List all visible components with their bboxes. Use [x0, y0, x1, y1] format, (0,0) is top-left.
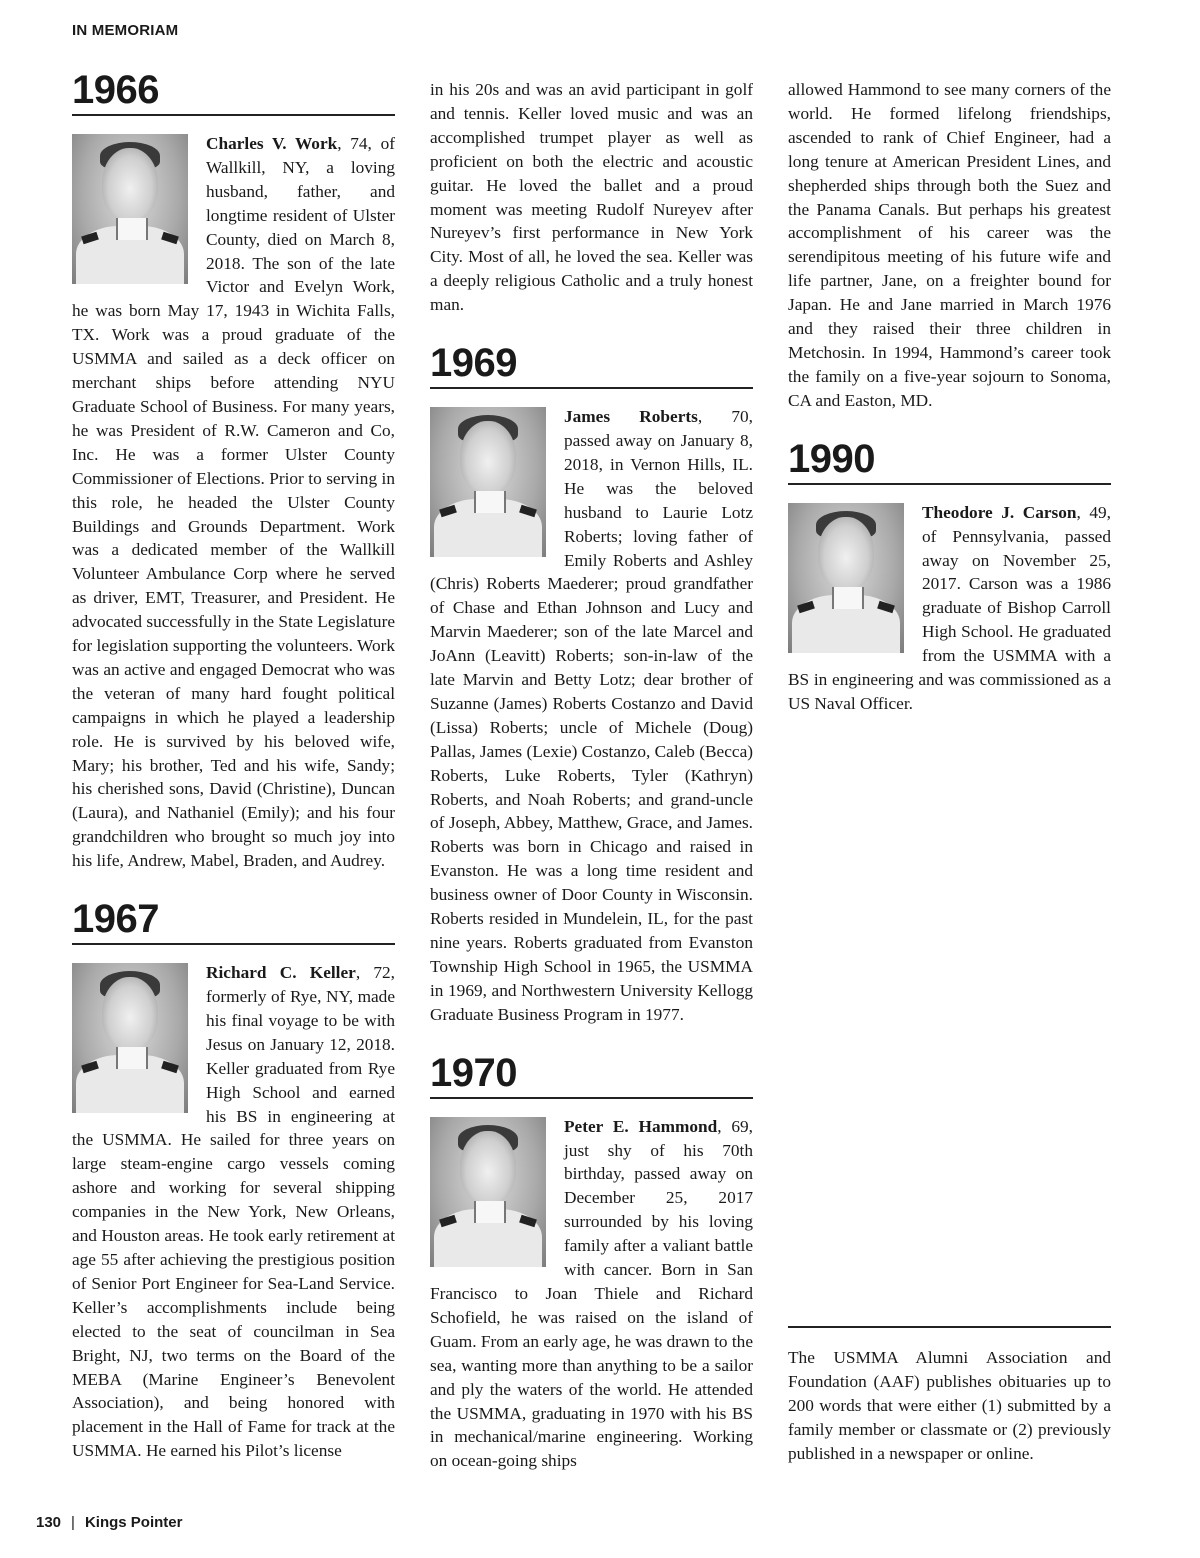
column-3 — [788, 78, 1111, 716]
portrait-photo-keller — [72, 963, 188, 1113]
obituary-keller-continued: in his 20s and was an avid participant in golf and tennis. Keller loved music and was an accomplished trumpet player as well as proficient on both the electric and acoustic guitar. He loved the ballet and a proud moment was meeting Rudolf Nureyev after Nureyev’s first performance in New York City. Most of all, he loved the sea. Keller was a deeply religious Catholic and a truly honest man. — [430, 80, 753, 315]
obituary-name: Theodore J. Carson — [922, 502, 1077, 522]
obituary-roberts — [430, 405, 753, 1027]
publication-name: Kings Pointer — [84, 1514, 183, 1531]
portrait-photo-work — [72, 134, 188, 284]
obituary-name: Charles V. Work — [206, 134, 338, 153]
obituary-work — [72, 132, 395, 873]
obituary-text: , 72, formerly of Rye, NY, made his final voyage to be with Jesus on January 12, 2018. Keller graduated from Rye High School and earned his BS in engineering at the USMMA. He sailed for three years on large steam-engine cargo vessels coming ashore and working for several shipping companies in the New York, New Orleans, and Houston areas. He took early retirement at age 55 after achieving the prestigious position of Senior Port Engineer for Sea-Land Service. Keller’s accomplishments include being elected to the seat of councilman in Sea Bright, NJ, two terms on the Board of the MEBA (Marine Engineer’s Benevolent Association), and being honored with placement in the Hall of Fame for track at the USMMA. He earned his Pilot’s license — [72, 963, 395, 1461]
obituary-text: , 74, of Wallkill, NY, a loving husband, father, and longtime resident of Ulster County, died on March 8, 2018. The son of the late Victor and Evelyn Work, he was born May 17, 1943 in Wichita Falls, TX. Work was a proud graduate of the USMMA and sailed as a deck officer on merchant ships before attending NYU Graduate School of Business. For many years, he was President of R.W. Cameron and Co, Inc. He was a former Ulster County Commissioner of Elections. Prior to serving in this role, he headed the Ulster County Buildings and Grounds Department. Work was a dedicated member of the Wallkill Volunteer Ambulance Corp where he served as driver, EMT, Treasurer, and President. He advocated successfully in the State Legislature for legislation supporting the volunteers. Work was an active and engaged Democrat who was the veteran of many hard fought political campaigns in which he played a leadership role. He is survived by his beloved wife, Mary; his brother, Ted and his wife, Sandy; his cherished sons, David (Christine), Duncan (Laura), and Nathaniel (Emily); and his four grandchildren who brought so much joy into his life, Andrew, Mabel, Braden, and Audrey. — [72, 134, 395, 871]
footer-separator: | — [71, 1514, 75, 1531]
page-footer — [36, 1514, 182, 1531]
year-heading-1967: 1967 — [72, 895, 395, 945]
obituary-carson — [788, 501, 1111, 716]
year-heading-1969: 1969 — [430, 339, 753, 389]
year-heading-1966: 1966 — [72, 66, 395, 116]
obituary-hammond-continued: allowed Hammond to see many corners of the world. He formed lifelong friendships, ascended to rank of Chief Engineer, had a long tenure at American President Lines, and shepherded ships through both the Suez and the Panama Canals. But perhaps his greatest accomplishment of his career was the serendipitous meeting of his future wife and life partner, Jane, on a freighter bound for Japan. He and Jane married in March 1976 and they raised their three children in Metchosin. In 1994, Hammond’s career took the family on a five-year sojourn to Sonoma, CA and Easton, MD. — [788, 80, 1111, 410]
obituary-keller — [72, 961, 395, 1463]
year-heading-1970: 1970 — [430, 1049, 753, 1099]
obituary-name: Peter E. Hammond — [564, 1116, 718, 1136]
portrait-photo-roberts — [430, 407, 546, 557]
obituary-text: , 70, passed away on January 8, 2018, in Vernon Hills, IL. He was the beloved husband to Laurie Lotz Roberts; loving father of Emily Roberts and Ashley (Chris) Roberts Maederer; proud grandfather of Chase and Ethan Johnson and Lucy and Marvin Maederer; son of the late Marcel and JoAnn (Leavitt) Roberts; son-in-law of the late Marvin and Betty Lotz; dear brother of Suzanne (James) Roberts Costanzo and David (Lissa) Roberts; uncle of Michele (Doug) Pallas, James (Lexie) Costanzo, Caleb (Becca) Roberts, Luke Roberts, Tyler (Kathryn) Roberts, and Noah Roberts; and grand-uncle of Joseph, Abbey, Matthew, Grace, and James. Roberts was born in Chicago and raised in Evanston. He was a long time resident and business owner of Door County in Wisconsin. Roberts resided in Mundelein, IL, for the past nine years. Roberts graduated from Evanston Township High School in 1965, the USMMA in 1969, and Northwestern University Kellogg Graduate Business Program in 1977. — [430, 407, 753, 1024]
obituary-name: Richard C. Keller — [206, 963, 356, 983]
obituary-text: , 69, just shy of his 70th birthday, passed away on December 25, 2017 surrounded by his loving family after a valiant battle with cancer. Born in San Francisco to Joan Thiele and Richard Schofield, he was raised on the island of Guam. From an early age, he was drawn to the sea, wanting more than anything to be a sailor and ply the waters of the world. He attended the USMMA, graduating in 1970 with his BS in mechanical/marine engineering. Working on ocean-going ships — [430, 1116, 753, 1471]
section-label: IN MEMORIAM — [72, 22, 179, 39]
year-heading-1990: 1990 — [788, 435, 1111, 485]
column-1 — [72, 66, 395, 1463]
column-2 — [430, 78, 753, 1473]
obituary-text: , 49, of Pennsylvania, passed away on November 25, 2017. Carson was a 1986 graduate of Bishop Carroll High School. He graduated from the USMMA with a BS in engineering and was commissioned as a US Naval Officer. — [788, 502, 1111, 713]
portrait-photo-carson — [788, 503, 904, 653]
obituary-hammond — [430, 1115, 753, 1474]
portrait-photo-hammond — [430, 1117, 546, 1267]
page-number: 130 — [36, 1514, 62, 1531]
obituary-name: James Roberts — [564, 407, 698, 427]
publication-policy-note: The USMMA Alumni Association and Foundation (AAF) publishes obituaries up to 200 words that were either (1) submitted by a family member or classmate or (2) previously published in a newspaper or online. — [788, 1326, 1111, 1466]
